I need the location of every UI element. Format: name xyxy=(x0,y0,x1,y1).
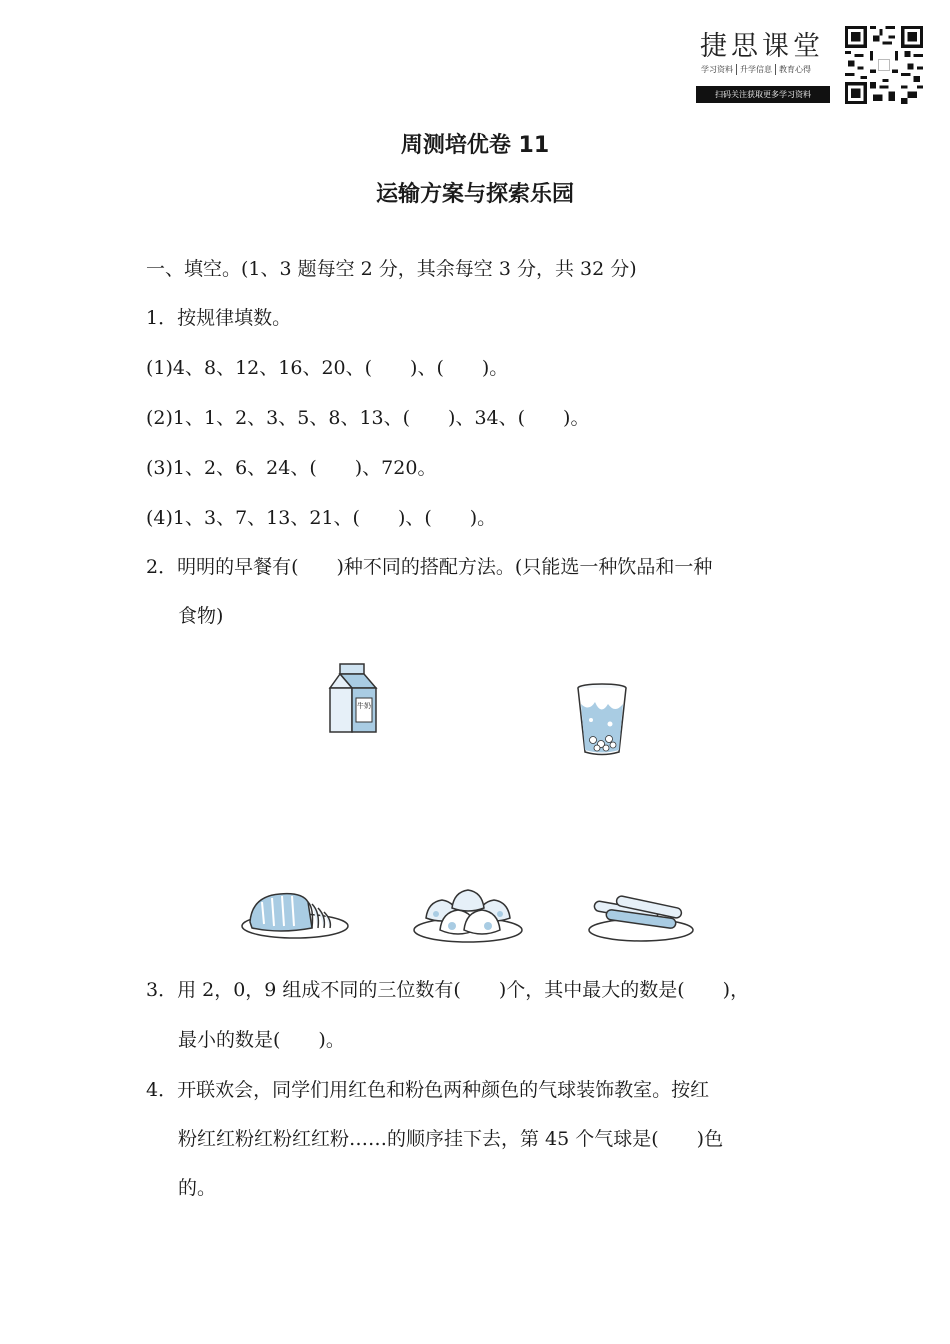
question-2-line: 2．明明的早餐有( )种不同的搭配方法。(只能选一种饮品和一种 xyxy=(146,556,713,578)
qr-code-icon[interactable] xyxy=(845,26,923,104)
fried-dough-sticks-icon xyxy=(586,892,696,944)
section-heading: 一、填空。(1、3 题每空 2 分，其余每空 3 分，共 32 分) xyxy=(146,258,637,280)
question-2-line: 食物) xyxy=(178,605,224,627)
brand-name: 捷思课堂 xyxy=(700,31,824,62)
question-4-line: 4．开联欢会，同学们用红色和粉色两种颜色的气球装饰教室。按红 xyxy=(146,1079,710,1101)
brand-tag: 升学信息 xyxy=(737,64,776,75)
milk-carton-icon xyxy=(326,662,382,738)
milk-label: 牛奶 xyxy=(357,702,371,710)
question-1-item: (3)1、2、6、24、( )、720。 xyxy=(146,457,437,479)
question-3-line: 最小的数是( )。 xyxy=(178,1029,345,1051)
question-1-item: (2)1、1、2、3、5、8、13、( )、34、( )。 xyxy=(146,407,590,429)
question-1-item: (4)1、3、7、13、21、( )、( )。 xyxy=(146,507,497,529)
question-1-stem: 1．按规律填数。 xyxy=(146,307,292,329)
page-subtitle: 运输方案与探索乐园 xyxy=(375,182,574,207)
question-3-line: 3．用 2，0，9 组成不同的三位数有( )个，其中最大的数是( )， xyxy=(146,979,750,1001)
question-4-line: 粉红红粉红粉红红粉……的顺序挂下去，第 45 个气球是( )色 xyxy=(178,1128,724,1150)
brand-tags xyxy=(698,64,836,75)
bread-icon xyxy=(240,888,350,940)
page-title: 周测培优卷 11 xyxy=(400,133,550,158)
bubble-tea-icon xyxy=(575,682,629,758)
question-1-item: (1)4、8、12、16、20、( )、( )。 xyxy=(146,357,509,379)
question-4-line: 的。 xyxy=(178,1177,217,1199)
steamed-buns-icon xyxy=(412,888,524,944)
brand-tag: 教育心得 xyxy=(779,65,811,74)
brand-bar: 扫码关注获取更多学习资料 xyxy=(696,86,830,103)
brand-tag: 学习资料 xyxy=(698,64,737,75)
